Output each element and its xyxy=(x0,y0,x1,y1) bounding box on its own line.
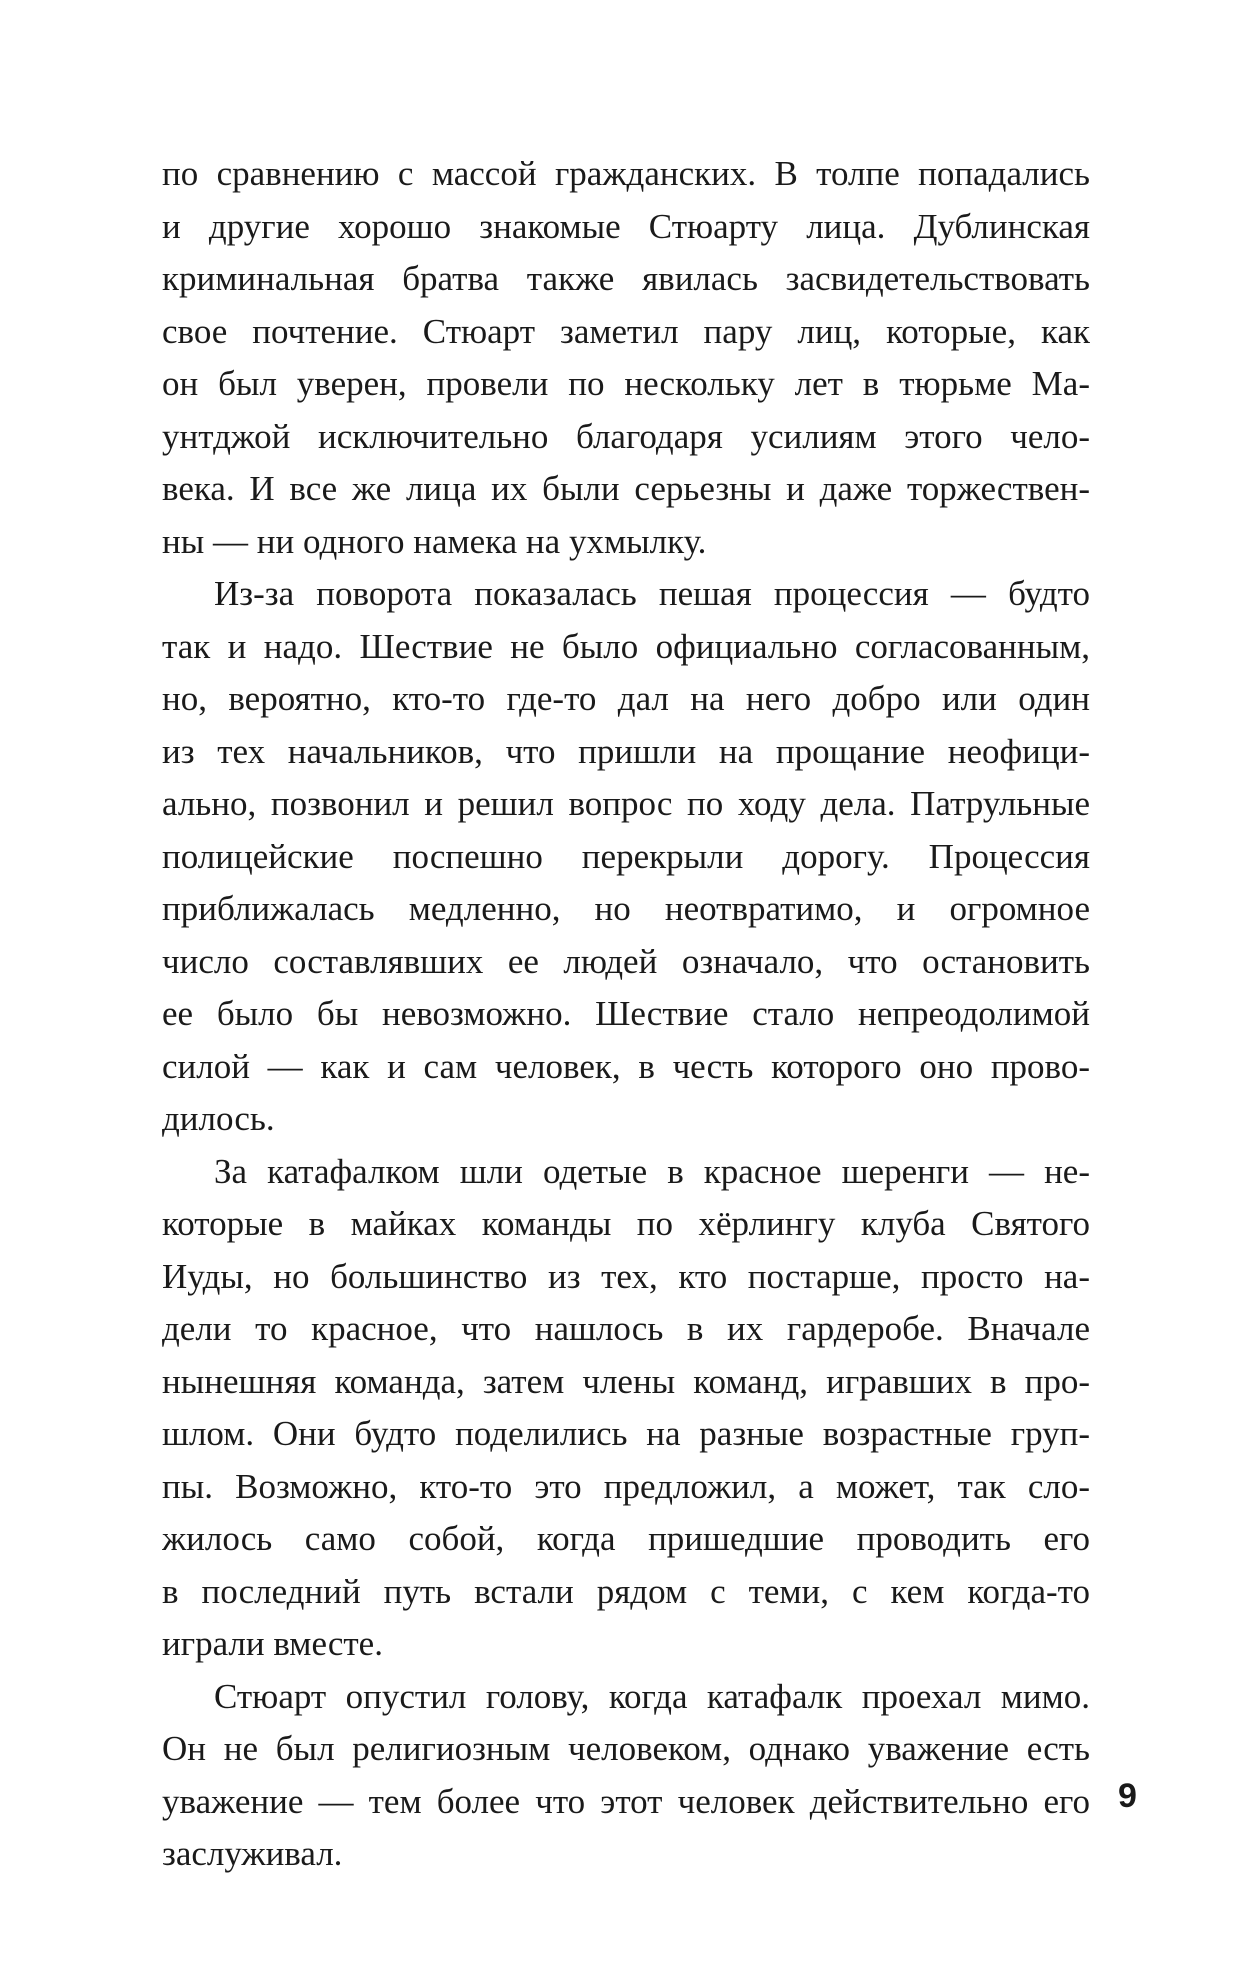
text-line: из тех начальников, что пришли на прощание неофици- xyxy=(162,731,1090,771)
text-line: За катафалком шли одетые в красное шеренги — не- xyxy=(214,1151,1090,1191)
text-line: Стюарт опустил голову, когда катафалк проехал мимо. xyxy=(214,1676,1090,1716)
text-line: в последний путь встали рядом с теми, с кем когда-то xyxy=(162,1571,1090,1611)
text-line: века. И все же лица их были серьезны и даже торжествен- xyxy=(162,469,1090,508)
text-line: нынешняя команда, затем члены команд, игравших в про- xyxy=(162,1361,1090,1401)
text-line: полицейские поспешно перекрыли дорогу. Процессия xyxy=(162,836,1090,876)
text-line: силой — как и сам человек, в честь которого оно прово- xyxy=(162,1046,1090,1086)
text-line: которые в майках команды по хёрлингу клуба Святого xyxy=(162,1204,1090,1243)
text-line: дели то красное, что нашлось в их гардеробе. Вначале xyxy=(162,1309,1090,1348)
text-line: дилось. xyxy=(162,1099,275,1138)
text-line: приближалась медленно, но неотвратимо, и огромное xyxy=(162,889,1090,928)
text-line: ны — ни одного намека на ухмылку. xyxy=(162,521,707,561)
text-line: ально, позвонил и решил вопрос по ходу дела. Патрульные xyxy=(162,784,1090,823)
text-line: заслуживал. xyxy=(162,1834,343,1873)
text-line: Из-за поворота показалась пешая процессия — будто xyxy=(214,574,1090,613)
text-line: пы. Возможно, кто-то это предложил, а может, так сло- xyxy=(162,1466,1090,1506)
text-line: жилось само собой, когда пришедшие проводить его xyxy=(162,1519,1090,1558)
body-text xyxy=(162,148,1090,1881)
text-line: свое почтение. Стюарт заметил пару лиц, которые, как xyxy=(162,311,1090,351)
text-line: играли вместе. xyxy=(162,1624,383,1663)
page-number: 9 xyxy=(1118,1777,1137,1815)
paragraph-2 xyxy=(162,568,1090,1146)
text-line: уважение — тем более что этот человек действительно его xyxy=(162,1781,1090,1821)
text-line: он был уверен, провели по нескольку лет в тюрьме Ма- xyxy=(162,364,1090,403)
text-line: по сравнению с массой гражданских. В толпе попадались xyxy=(162,154,1090,193)
text-line: ее было бы невозможно. Шествие стало непреодолимой xyxy=(162,994,1090,1033)
text-line: Он не был религиозным человеком, однако уважение есть xyxy=(162,1729,1090,1768)
text-line: но, вероятно, кто-то где-то дал на него добро или один xyxy=(162,679,1090,718)
text-line: и другие хорошо знакомые Стюарту лица. Дублинская xyxy=(162,206,1090,246)
text-line: криминальная братва также явилась засвидетельствовать xyxy=(162,259,1090,298)
paragraph-1 xyxy=(162,148,1090,568)
text-line: шлом. Они будто поделились на разные возрастные груп- xyxy=(162,1414,1090,1453)
text-line: так и надо. Шествие не было официально согласованным, xyxy=(162,626,1090,666)
paragraph-4 xyxy=(162,1671,1090,1881)
text-line: число составлявших ее людей означало, что остановить xyxy=(162,941,1090,981)
text-line: Иуды, но большинство из тех, кто постарше, просто на- xyxy=(162,1256,1090,1296)
text-line: унтджой исключительно благодаря усилиям этого чело- xyxy=(162,416,1090,456)
paragraph-3 xyxy=(162,1146,1090,1671)
